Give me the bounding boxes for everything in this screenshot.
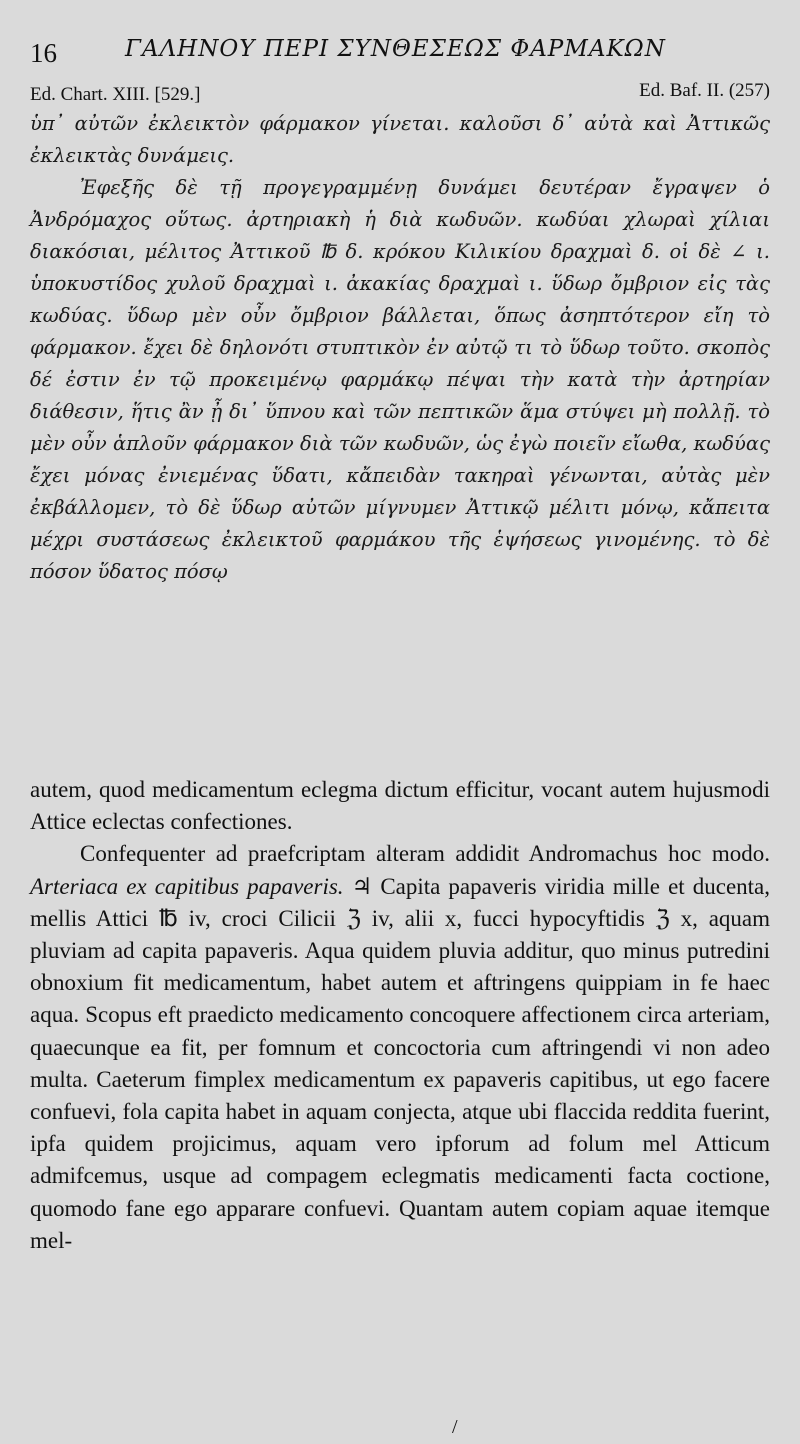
latin-paragraph-2	[30, 838, 770, 1257]
footer-mark: /	[452, 1416, 458, 1438]
latin-paragraph-1: autem, quod medicamentum eclegma dictum efficitur, vocant autem hujusmodi Attice eclectas confectiones.	[30, 777, 770, 835]
edition-basel-reference: Ed. Baf. II. (257)	[639, 80, 770, 101]
edition-reference-line	[30, 80, 770, 108]
page-number: 16	[30, 38, 57, 68]
latin-paragraph-2-body: ♃ Capita papaveris viridia mille et ducenta, mellis Attici ℔ iv, croci Cilicii ℨ iv, alii x, fucci hypocyftidis ℨ x, aquam pluviam ad capita papaveris. Aqua quidem pluvia additur, quo minus putredini obnoxium fit medicamentum, habet autem et aftringens quippiam in fe haec aqua. Scopus eft praedicto medicamento concoquere affectionem circa arteriam, quaecunque ea fit, per fomnum et concoctoria cum aftringendi vi non adeo multa. Caeterum fimplex medicamentum ex papaveris capitibus, ut ego facere confuevi, fola capita habet in aquam conjecta, atque ubi flaccida reddita fuerint, ipfa quidem projicimus, aquam vero ipforum ad folum mel Atticum admifcemus, usque ad compagem eclegmatis medicamenti facta coctione, quomodo fane ego apparare confuevi. Quantam autem copiam aquae itemque mel-	[30, 873, 770, 1253]
page-header	[30, 30, 770, 70]
latin-paragraph-2-intro: Confequenter ad praefcriptam alteram addidit Andromachus hoc modo.	[80, 841, 770, 867]
running-title: ΓΑΛΗΝΟΥ ΠΕΡΙ ΣΥΝΘΕΣΕΩΣ ΦΑΡΜΑΚΩΝ	[125, 36, 666, 62]
latin-text-block	[30, 774, 770, 1257]
greek-paragraph-1: ὑπ᾽ αὐτῶν ἐκλεικτὸν φάρμακον γίνεται. καλοῦσι δ᾽ αὐτὰ καὶ Ἀττικῶς ἐκλεικτὰς δυνάμεις.	[30, 112, 770, 167]
edition-chartier-reference: Ed. Chart. XIII. [529.]	[30, 84, 201, 105]
recipe-title: Arteriaca ex capitibus papaveris.	[30, 873, 344, 899]
greek-paragraph-2: Ἐφεξῆς δὲ τῇ προγεγραμμένῃ δυνάμει δευτέραν ἔγραψεν ὁ Ἀνδρόμαχος οὕτως. ἀρτηριακὴ ἡ διὰ κωδυῶν. κωδύαι χλωραὶ χίλιαι διακόσιαι, μέλιτος Ἀττικοῦ ℔ δ. κρόκου Κιλικίου δραχμαὶ δ. οἱ δὲ ∠ ι. ὑποκυστίδος χυλοῦ δραχμαὶ ι. ἀκακίας δραχμαὶ ι. ὕδωρ ὄμβριον εἰς τὰς κωδύας. ὕδωρ μὲν οὖν ὄμβριον βάλλεται, ὅπως ἀσηπτότερον εἴη τὸ φάρμακον. ἔχει δὲ δηλονότι στυπτικὸν ἐν αὐτῷ τι τὸ ὕδωρ τοῦτο. σκοπὸς δέ ἐστιν ἐν τῷ προκειμένῳ φαρμάκῳ πέψαι τὴν κατὰ τὴν ἀρτηρίαν διάθεσιν, ἥτις ἂν ᾖ δι᾽ ὕπνου καὶ τῶν πεπτικῶν ἅμα στύψει μὴ πολλῇ. τὸ μὲν οὖν ἁπλοῦν φάρμακον διὰ τῶν κωδυῶν, ὡς ἐγὼ ποιεῖν εἴωθα, κωδύας ἔχει μόνας ἐνιεμένας ὕδατι, κἄπειδὰν τακηραὶ γένωνται, αὐτὰς μὲν ἐκβάλλομεν, τὸ δὲ ὕδωρ αὐτῶν μίγνυμεν Ἀττικῷ μέλιτι μόνῳ, κἄπειτα μέχρι συστάσεως ἐκλεικτοῦ φαρμάκου τῆς ἑψήσεως γινομένης. τὸ δὲ πόσον ὕδατος πόσῳ	[30, 176, 770, 583]
greek-text-block	[30, 108, 770, 588]
